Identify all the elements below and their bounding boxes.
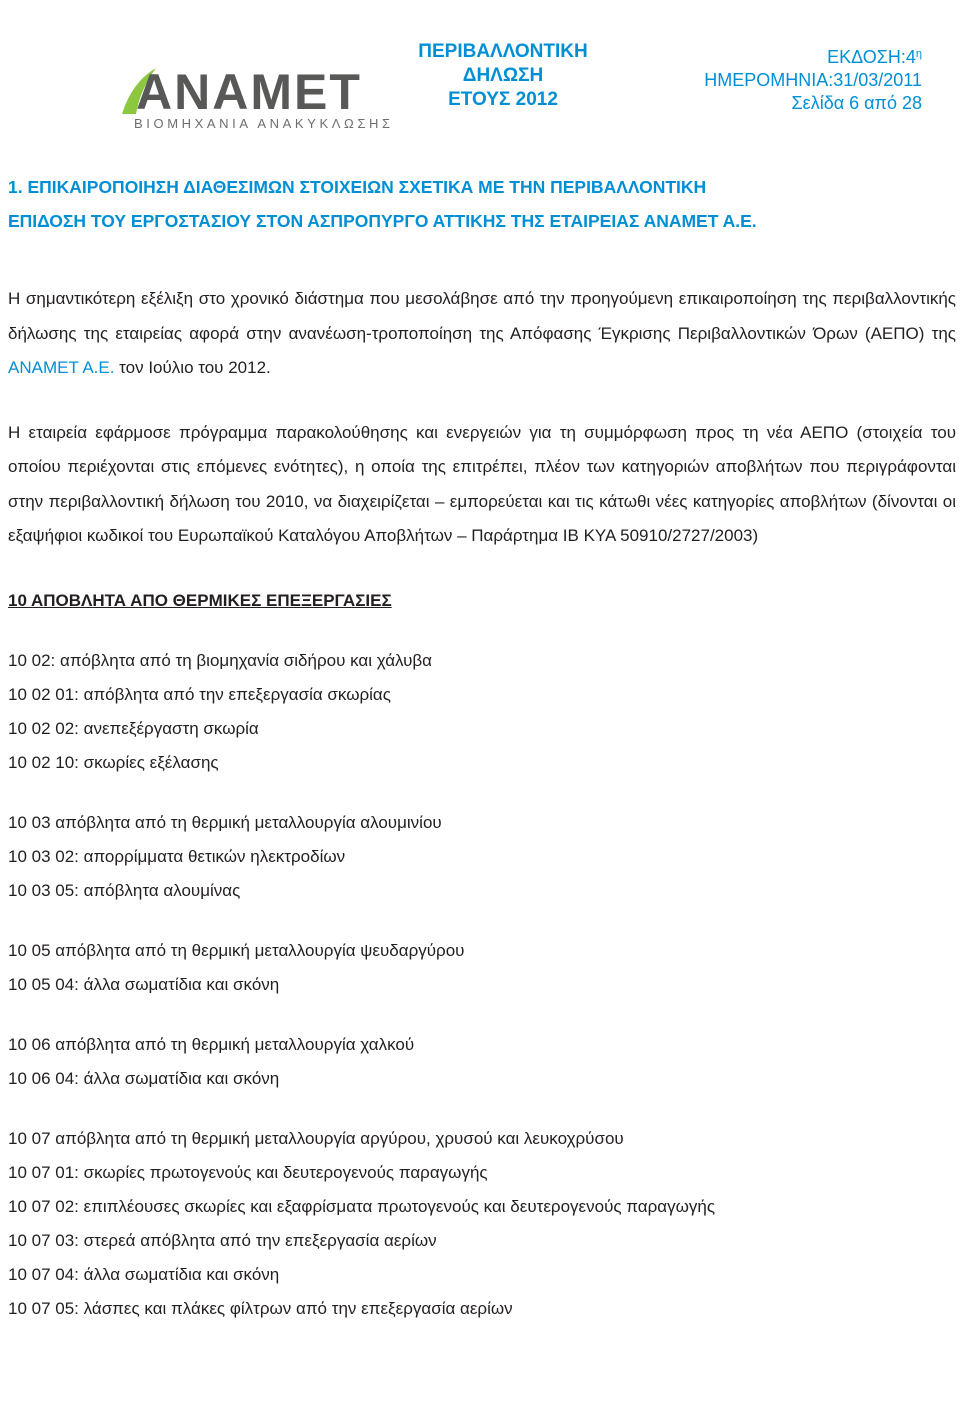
paragraph-text: Η σημαντικότερη εξέλιξη στο χρονικό διάστημα που μεσολάβησε από την προηγούμενη επικαιροποίηση της περιβαλλοντικής δήλωσης της εταιρείας αφορά στην ανανέωση-τροποποίηση της Απόφασης Έγκρισης Περιβαλλοντικών Όρων (ΑΕΠΟ) της: [8, 289, 956, 343]
edition-superscript: η: [915, 48, 922, 60]
page-header: [0, 0, 960, 150]
document-title: [398, 40, 608, 112]
waste-code-line: 10 02 02: ανεπεξέργαστη σκωρία: [8, 718, 259, 738]
document-meta: [704, 46, 922, 115]
waste-code-line: 10 07 απόβλητα από τη θερμική μεταλλουργία αργύρου, χρυσού και λευκοχρύσου: [8, 1128, 624, 1148]
document-title-line: ΔΗΛΩΣΗ: [462, 65, 544, 86]
date-info: ΗΜΕΡΟΜΗΝΙΑ:31/03/2011: [704, 70, 922, 90]
paragraph-text: τον Ιούλιο του 2012.: [114, 358, 271, 377]
waste-code-line: 10 03 05: απόβλητα αλουμίνας: [8, 880, 241, 900]
waste-code-line: 10 02 01: απόβλητα από την επεξεργασία σκωρίας: [8, 684, 391, 704]
document-title-line: ΕΤΟΥΣ 2012: [448, 89, 558, 110]
waste-code-line: 10 06 απόβλητα από τη θερμική μεταλλουργία χαλκού: [8, 1034, 415, 1054]
waste-section-title: 10 ΑΠΟΒΛΗΤΑ ΑΠΟ ΘΕΡΜΙΚΕΣ ΕΠΕΞΕΡΓΑΣΙΕΣ: [8, 590, 392, 610]
waste-group: [8, 806, 956, 908]
waste-group: [8, 1028, 956, 1096]
waste-code-line: 10 03 απόβλητα από τη θερμική μεταλλουργία αλουμινίου: [8, 812, 442, 832]
waste-code-line: 10 06 04: άλλα σωματίδια και σκόνη: [8, 1068, 280, 1088]
waste-code-line: 10 07 03: στερεά απόβλητα από την επεξεργασία αερίων: [8, 1230, 437, 1250]
waste-group: [8, 934, 956, 1002]
waste-code-line: 10 07 05: λάσπες και πλάκες φίλτρων από την επεξεργασία αερίων: [8, 1298, 513, 1318]
waste-code-line: 10 07 01: σκωρίες πρωτογενούς και δευτερογενούς παραγωγής: [8, 1162, 488, 1182]
edition-info: [704, 46, 922, 69]
company-logo: [118, 62, 394, 138]
waste-code-line: 10 02: απόβλητα από τη βιομηχανία σιδήρου και χάλυβα: [8, 650, 433, 670]
paragraph-compliance: Η εταιρεία εφάρμοσε πρόγραμμα παρακολούθησης και ενεργειών για τη συμμόρφωση προς τη νέα ΑΕΠΟ (στοιχεία του οποίου περιέχονται στις επόμενες ενότητες), η οποία της επιτρέπει, πλέον των κατηγοριών αποβλήτων που περιγράφονται στην περιβαλλοντική δήλωση του 2010, να διαχειρίζεται – εμπορεύεται και τις κάτωθι νέες κατηγορίες αποβλήτων (δίνονται οι εξαψήφιοι κωδικοί του Ευρωπαϊκού Καταλόγου Αποβλήτων – Παράρτημα ΙΒ ΚΥΑ 50910/2727/2003): [8, 422, 956, 545]
document-body: [8, 170, 956, 1326]
waste-group: [8, 644, 956, 780]
page-number: Σελίδα 6 από 28: [791, 93, 922, 113]
waste-code-line: 10 07 02: επιπλέουσες σκωρίες και εξαφρίσματα πρωτογενούς και δευτερογενούς παραγωγής: [8, 1196, 716, 1216]
waste-group: [8, 1122, 956, 1326]
section-heading: [8, 170, 956, 238]
waste-code-line: 10 05 04: άλλα σωματίδια και σκόνη: [8, 974, 280, 994]
logo-subtitle: ΒΙΟΜΗΧΑΝΙΑ ΑΝΑΚΥΚΛΩΣΗΣ: [134, 116, 394, 131]
section-heading-line: 1. ΕΠΙΚΑΙΡΟΠΟΙΗΣΗ ΔΙΑΘΕΣΙΜΩΝ ΣΤΟΙΧΕΙΩΝ ΣΧΕΤΙΚΑ ΜΕ ΤΗΝ ΠΕΡΙΒΑΛΛΟΝΤΙΚΗ: [8, 177, 707, 197]
logo-wordmark: ΑΝΑΜΕΤ: [136, 64, 362, 120]
document-title-line: ΠΕΡΙΒΑΛΛΟΝΤΙΚΗ: [418, 41, 588, 62]
section-heading-line: ΕΠΙΔΟΣΗ ΤΟΥ ΕΡΓΟΣΤΑΣΙΟΥ ΣΤΟΝ ΑΣΠΡΟΠΥΡΓΟ ΑΤΤΙΚΗΣ ΤΗΣ ΕΤΑΙΡΕΙΑΣ ΑΝΑΜΕΤ Α.Ε.: [8, 211, 757, 231]
waste-code-line: 10 05 απόβλητα από τη θερμική μεταλλουργία ψευδαργύρου: [8, 940, 465, 960]
paragraph-intro: [8, 282, 956, 386]
waste-code-line: 10 07 04: άλλα σωματίδια και σκόνη: [8, 1264, 280, 1284]
edition-label: ΕΚΔΟΣΗ:4: [827, 47, 916, 67]
waste-code-line: 10 02 10: σκωρίες εξέλασης: [8, 752, 219, 772]
company-name: ΑΝΑΜΕΤ Α.Ε.: [8, 358, 115, 377]
waste-code-line: 10 03 02: απορρίμματα θετικών ηλεκτροδίων: [8, 846, 346, 866]
